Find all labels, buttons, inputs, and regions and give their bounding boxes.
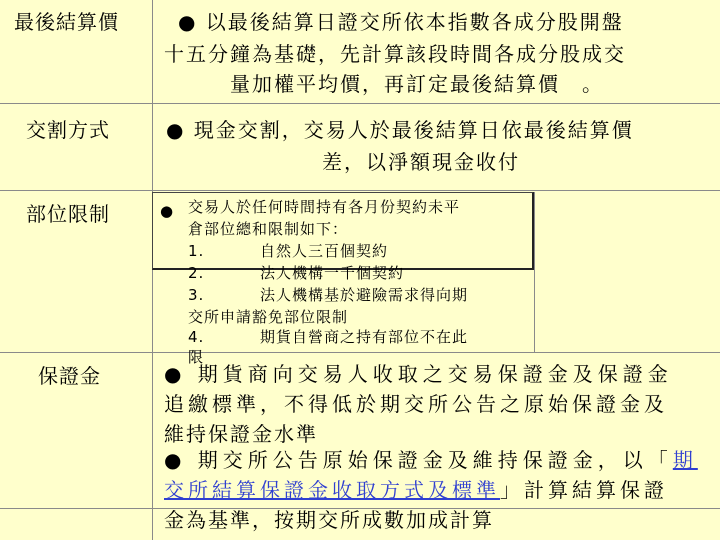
- delivery-line-1: ● 現金交割，交易人於最後結算日依最後結算價: [166, 118, 634, 142]
- row-divider-3: [0, 352, 720, 353]
- position-limit-item: [188, 306, 348, 327]
- row-label-delivery-method: 交割方式: [26, 118, 110, 142]
- item-text: 期貨自營商之持有部位不在此: [260, 328, 469, 346]
- row-divider-1: [0, 103, 720, 104]
- row-label-margin: 保證金: [38, 364, 101, 388]
- item-text: 法人機構基於避險需求得向期: [260, 286, 469, 304]
- item-text: 限: [188, 348, 205, 366]
- margin-line-5-text: 」計算結算保證: [500, 478, 668, 502]
- margin-rule-link-part1[interactable]: 期: [672, 448, 698, 472]
- position-limit-item: [188, 262, 404, 283]
- position-limit-item: [188, 284, 468, 305]
- position-limit-item: [188, 326, 468, 347]
- item-number: 1.: [188, 242, 205, 260]
- margin-line-6: 金為基準，按期交所成數加成計算: [164, 508, 494, 532]
- item-number: 2.: [188, 264, 205, 282]
- item-text: 法人機構一千個契約: [260, 264, 405, 282]
- position-limit-intro-2: 倉部位總和限制如下：: [188, 220, 349, 238]
- column-divider: [152, 0, 153, 540]
- position-limit-textbox-edge: [534, 192, 535, 352]
- position-limit-item: [188, 346, 205, 366]
- row-label-position-limit: 部位限制: [26, 202, 110, 226]
- item-text: 交所申請豁免部位限制: [188, 308, 349, 326]
- margin-line-4: [164, 444, 698, 473]
- position-limit-intro-1: 交易人於任何時間持有各月份契約未平: [188, 198, 461, 216]
- row-divider-2: [0, 190, 720, 191]
- item-number: 4.: [188, 328, 205, 346]
- delivery-line-2: 差，以淨額現金收付: [322, 150, 520, 174]
- margin-line-5: [164, 474, 668, 503]
- margin-line-3: 維持保證金水準: [164, 422, 318, 446]
- item-number: 3.: [188, 286, 205, 304]
- row-label-settlement-price: 最後結算價: [14, 10, 119, 34]
- position-limit-bullet: ●: [160, 202, 175, 220]
- settlement-line-3: 量加權平均價，再訂定最後結算價 。: [230, 72, 604, 96]
- settlement-line-2: 十五分鐘為基礎，先計算該段時間各成分股成交: [164, 42, 626, 66]
- margin-rule-link-part2[interactable]: 交所結算保證金收取方式及標準: [164, 478, 500, 502]
- settlement-line-1: ● 以最後結算日證交所依本指數各成分股開盤: [178, 10, 624, 34]
- margin-line-2: 追繳標準，不得低於期交所公告之原始保證金及: [164, 392, 668, 416]
- item-text: 自然人三百個契約: [260, 242, 389, 260]
- position-limit-item: [188, 240, 388, 261]
- margin-line-1: ● 期貨商向交易人收取之交易保證金及保證金: [164, 362, 673, 386]
- margin-line-4-text: ● 期交所公告原始保證金及維持保證金，以「: [164, 448, 673, 472]
